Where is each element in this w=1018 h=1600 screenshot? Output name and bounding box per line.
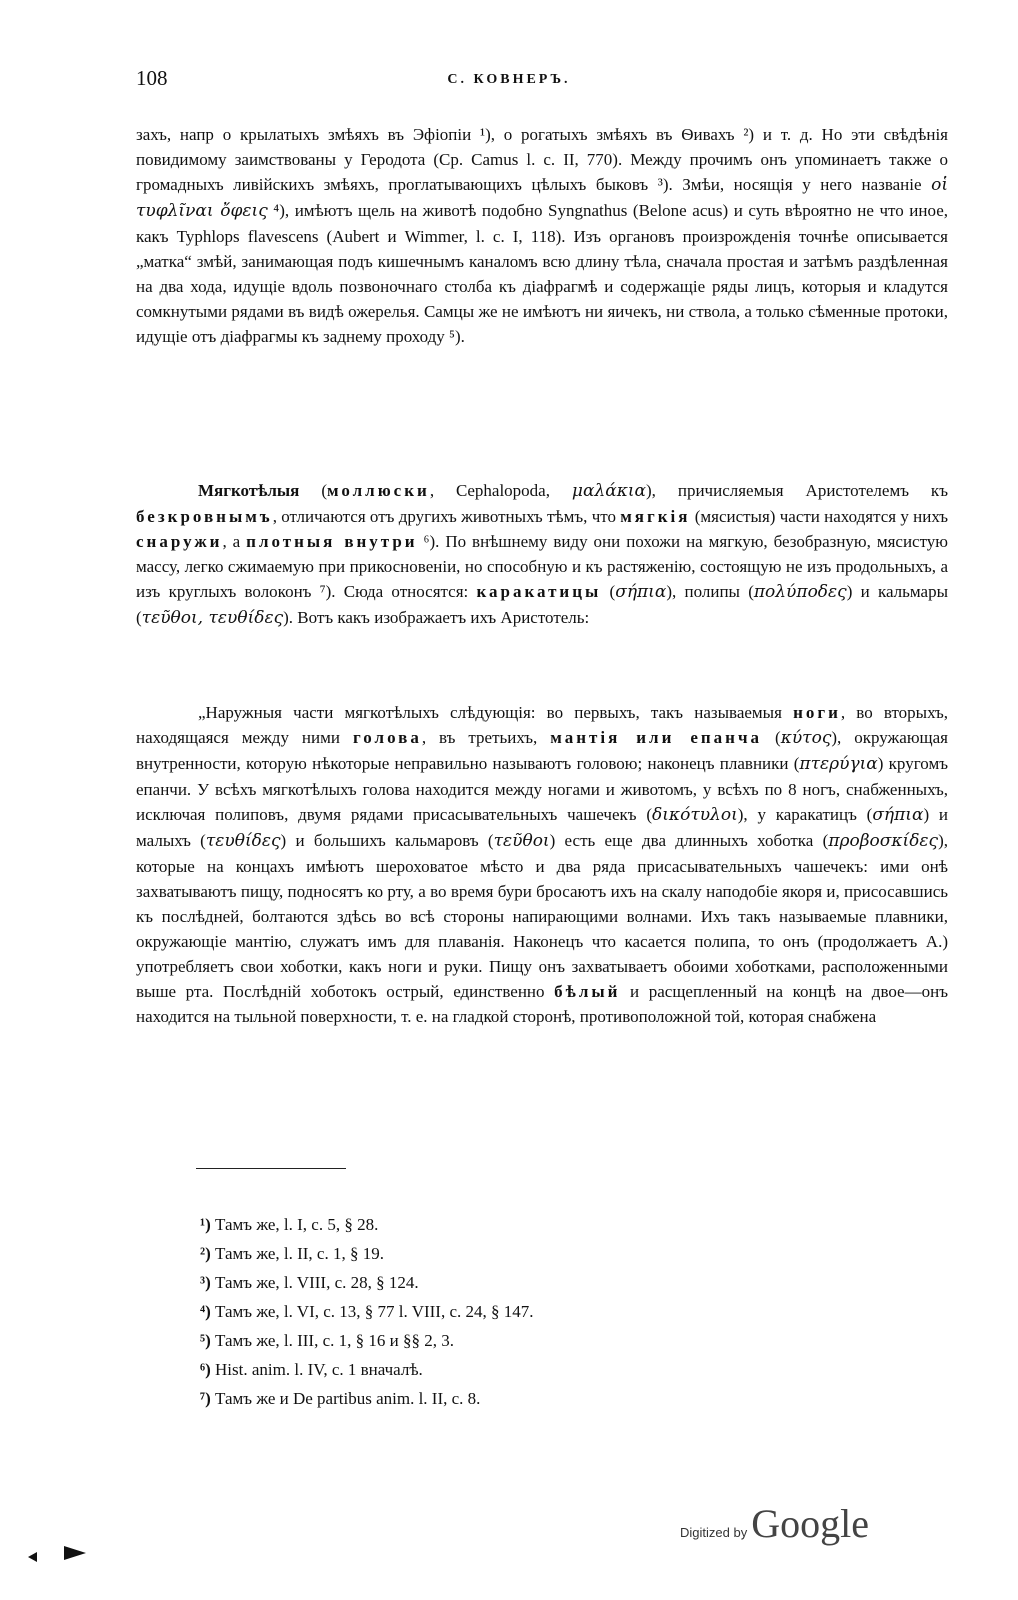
footnote-number: ⁶) [200,1360,211,1379]
google-logo: Google [751,1501,869,1546]
spaced-term: бѣлый [554,982,621,1001]
text-run: , въ третьихъ, [421,728,551,747]
text-run: ⁴), имѣютъ щель на животѣ подобно Syngnathus (Belone acus) и суть вѣроятно не что иное, какъ Typhlops flavescens (Aubert и Wimmer, l. c. I, 118). Изъ органовъ произрожденія точнѣе описывается „матка“ змѣй, занимающая подъ кишечнымъ каналомъ всю длину тѣла, сначала простая и затѣмъ раздѣленная на два хода, идущіе вдоль позвоночнаго столба къ діафрагмѣ и содержащіе ряды лицъ, которыя и кладутся сомкнутыми рядами въ видѣ ожерелья. Самцы же не имѣютъ ни яичекъ, ни ствола, а только сѣменные протоки, идущіе отъ діафрагмы къ заднему проходу ⁵). [136,201,948,346]
footnote-number: ²) [200,1244,211,1263]
text-run: „Наружныя части мягкотѣлыхъ слѣдующія: во первыхъ, такъ называемыя [198,703,794,722]
paragraph-1 [136,122,948,349]
greek-term: πτερύγια [799,754,878,774]
text-run: захъ, напр о крылатыхъ змѣяхъ въ Эфіопіи ¹), о рогатыхъ змѣяхъ въ Ѳивахъ ²) и т. д. Но эти свѣдѣнія повидимому заимствованы у Геродота (Ср. Camus l. c. II, 770). Между прочимъ онъ упоминаетъ также о громадныхъ ливійскихъ змѣяхъ, проглатывающихъ цѣлыхъ быковъ ³). Змѣи, носящія у него названіе [136,125,948,194]
section-lead: Мягкотѣлыя [198,481,300,500]
page-number: 108 [136,66,168,90]
text-run: (мясистыя) части находятся у нихъ [690,507,948,526]
footnote [200,1326,534,1355]
greek-term: μαλάκια [571,481,646,501]
footnote [200,1268,534,1297]
spaced-term: мягкія [620,507,691,526]
text-run: ( [601,582,616,601]
greek-term: πολύποδες [753,582,847,602]
spaced-term: моллюски [326,481,430,500]
footnote-text: Hist. anim. l. IV, c. 1 вначалѣ. [215,1360,423,1379]
footnote-number: ⁵) [200,1331,211,1350]
greek-term: δικότυλοι [652,805,738,825]
greek-term: σήπια [872,805,924,825]
text-run: ). Вотъ какъ изображаетъ ихъ Аристотель: [283,608,590,627]
footnote-number: ⁴) [200,1302,211,1321]
greek-term: τεῦθοι [493,831,550,851]
spaced-term: каракатицы [476,582,602,601]
greek-term: τευθίδες [205,831,281,851]
text-run: , Cephalopoda, [429,481,572,500]
text-run: ), у каракатицъ ( [737,805,873,824]
spaced-term: безкровнымъ [136,507,273,526]
footnote [200,1297,534,1326]
text-run: ) кругомъ епанчи. У всѣхъ мягкотѣлыхъ голова находится между ногами и животомъ, у всѣхъ по 8 ногъ, снабженныхъ, исключая полиповъ, двумя рядами присасывательныхъ чашечекъ ( [136,754,948,824]
text-run: , во вторыхъ, находящаяся между ними [136,703,948,747]
text-run: ) и кальмары ( [136,582,948,627]
text-run: ) и большихъ кальмаровъ ( [280,831,494,850]
text-run: , отличаются отъ другихъ животныхъ тѣмъ, что [272,507,621,526]
text-run: и расщепленный на концѣ на двое—онъ находится на тыльной поверхности, т. е. на гладкой сторонѣ, противоположной той, которая снабжена [136,982,948,1026]
greek-term: κύτος [780,728,832,748]
footnote-number: ¹) [200,1215,211,1234]
footnote-text: Тамъ же и De partibus anim. l. II, c. 8. [215,1389,481,1408]
digitized-by-label: Digitized by [680,1525,748,1540]
footnote-text: Тамъ же, l. III, c. 1, § 16 и §§ 2, 3. [215,1331,454,1350]
greek-term: προβοσκίδες [828,831,939,851]
spaced-term: снаружи [136,532,223,551]
text-run: ), полипы ( [666,582,754,601]
footnote [200,1210,534,1239]
text-run: ), которые на концахъ имѣютъ шероховатое мѣсто и два ряда присасывательныхъ чашечекъ: ими онѣ захватываютъ пищу, подносятъ ко рту, а во время бури бросаютъ ихъ на скалу наподобіе якоря и, присосавшись къ послѣдней, болтаются здѣсь во всѣ стороны напирающими волнами. Ихъ такъ называемые плавники, окружающіе мантію, служатъ имъ для плаванія. Наконецъ что касается полипа, то онъ (продолжаетъ А.) употребляетъ свои хоботки, какъ ноги и руки. Пищу онъ захватываетъ обоими хоботками, расположенными выше рта. Послѣдній хоботокъ острый, единственно [136,831,948,1001]
footnote-text: Тамъ же, l. I, c. 5, § 28. [215,1215,379,1234]
text-run: ( [299,481,327,500]
digitized-by-watermark [680,1500,869,1547]
paragraph-3-quote [136,700,948,1029]
footnote-text: Тамъ же, l. II, c. 1, § 19. [215,1244,384,1263]
running-head: С. КОВНЕРЪ. [447,72,571,87]
text-run: ), причисляемыя Аристотелемъ къ [646,481,948,500]
scan-mark-icon [28,1552,37,1562]
spaced-term: ноги [793,703,841,722]
text-run: ( [762,728,781,747]
spaced-term: голова [352,728,422,747]
text-run: ), окружающая внутренности, которую нѣкоторые неправильно называютъ головою; наконецъ плавники ( [136,728,948,773]
spaced-term: мантія или епанча [550,728,763,747]
footnote-text: Тамъ же, l. VI, c. 13, § 77 l. VIII, c. 24, § 147. [215,1302,534,1321]
footnote-text: Тамъ же, l. VIII, c. 28, § 124. [215,1273,419,1292]
text-run: ⁶). По внѣшнему виду они похожи на мягкую, безобразную, мясистую массу, легко сжимаемую при прикосновеніи, но способную и къ растяженію, состоящую не изъ продольныхъ, а изъ круглыхъ волоконъ ⁷). Сюда относятся: [136,532,948,601]
footnote [200,1384,534,1413]
text-run: ) и малыхъ ( [136,805,948,850]
footnote [200,1355,534,1384]
spaced-term: плотныя внутри [246,532,418,551]
footnote-number: ⁷) [200,1389,211,1408]
greek-term: σήπια [615,582,667,602]
greek-term: οἱ τυφλῖναι ὄφεις [136,175,948,221]
footnote-divider [196,1168,346,1169]
footnote [200,1239,534,1268]
scan-arrow-icon [64,1546,86,1560]
text-run: ) есть еще два длинныхъ хоботка ( [549,831,829,850]
text-run: , а [222,532,247,551]
greek-term: τεῦθοι, τευθίδες [141,608,284,628]
paragraph-2 [136,478,948,631]
footnotes [200,1210,534,1413]
footnote-number: ³) [200,1273,211,1292]
